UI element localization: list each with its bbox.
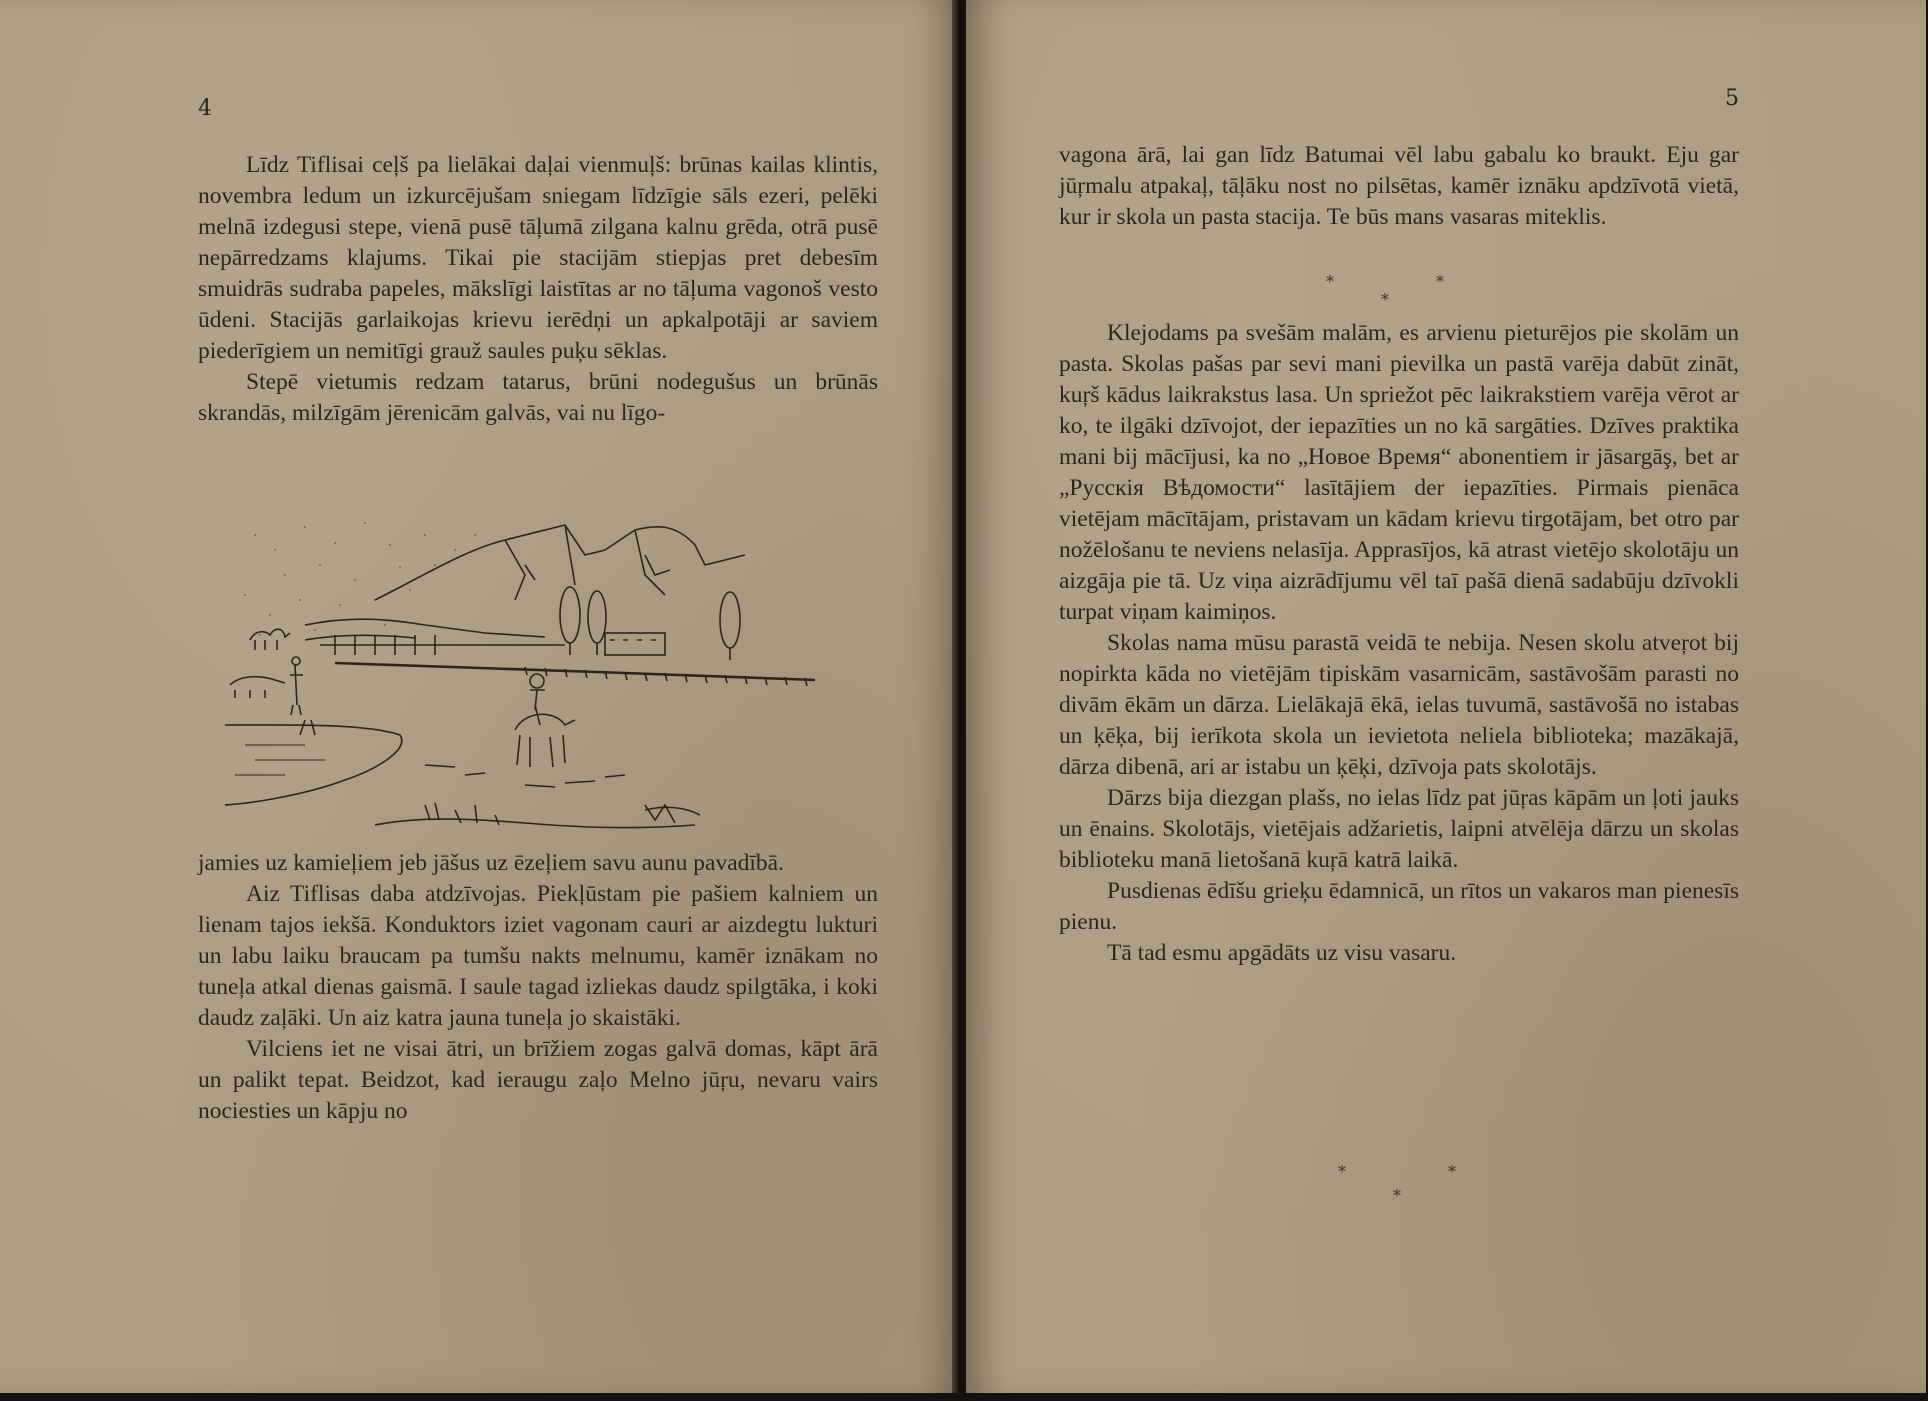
separator-star: * xyxy=(1326,272,1334,291)
right-text-top xyxy=(1059,140,1739,233)
section-separator xyxy=(1338,1162,1498,1232)
paragraph: Dārzs bija diezgan plašs, no ielas līdz pat jūŗas kāpām un ļoti jauks un ēnains. Skolotājs, vietējais adžarietis, laipni atvēlēja dārzu un skolas biblioteku manā lietošanā kuŗā katrā laikā. xyxy=(1059,785,1739,873)
right-text-main xyxy=(1059,318,1739,969)
left-text-top xyxy=(198,150,878,429)
separator-star: * xyxy=(1436,272,1444,291)
paragraph: Stepē vietumis redzam tatarus, brūni nodegušus un brūnās skrandās, milzīgām jērenicām galvās, vai nu līgo- xyxy=(198,369,878,426)
paragraph: Klejodams pa svešām malām, es arvienu pieturējos pie skolām un pasta. Skolas pašas par sevi mani pievilka un pastā varēja dabūt zināt, kuŗš kādus laikrakstus lasa. Un spriežot pēc laikrakstiem varēja vērot ar ko, te ilgāki dzīvojot, der iepazīties un no kā sargāties. Dzīves praktika mani bij mācījusi, ka no „Новое Время“ abonentiem ir jāsargāş, bet ar „Русскія Вѣдомости“ lasītājiem der iepazīties. Pirmais pienāca vietējam mācītājam, pristavam un kādam krievu tirgotājam, bet otro par nožēlošanu te neviens nelasīja. Apprasījos, kā atrast vietējo skolotāju un aizgāja pie tā. Uz viņa aizrādījumu vēl taī pašā dienā sadabūju dzīvokli turpat viņam kaimiņos. xyxy=(1059,320,1739,625)
separator-star: * xyxy=(1393,1186,1401,1205)
left-page xyxy=(0,0,958,1393)
paragraph: Skolas nama mūsu parastā veidā te nebija. Nesen skolu atveŗot bij nopirkta kāda no vietējām tipiskām vasarnicām, sastāvošām parasti no divām ēkām un dārza. Lielākajā ēkā, ielas tuvumā, sastāvošā no istabas un ķēķa, bij ierīkota skola un ievietota neliela biblioteka; mazākajā, dārza dibenā, ari ar istabu un ķēķi, dzīvoja pats skolotājs. xyxy=(1059,630,1739,780)
paragraph: Pusdienas ēdīšu grieķu ēdamnicā, un rītos un vakaros man pienesīs pienu. xyxy=(1059,878,1739,935)
right-page xyxy=(966,0,1926,1393)
page-number: 5 xyxy=(1725,86,1739,111)
separator-star: * xyxy=(1381,290,1389,309)
page-number: 4 xyxy=(198,96,212,121)
paragraph: vagona ārā, lai gan līdz Batumai vēl labu gabalu ko braukt. Eju gar jūŗmalu atpakaļ, tāļāku nost no pilsētas, kamēr iznāku apdzīvotā vietā, kur ir skola un pasta stacija. Te būs mans vasaras miteklis. xyxy=(1059,142,1739,230)
paragraph: Vilciens iet ne visai ātri, un brīžiem zogas galvā domas, kāpt ārā un palikt tepat. Beidzot, kad ieraugu zaļo Melno jūŗu, nevaru vairs nociesties un kāpju no xyxy=(198,1036,878,1124)
landscape-illustration xyxy=(225,505,845,840)
separator-star: * xyxy=(1448,1162,1456,1181)
paragraph: Aiz Tiflisas daba atdzīvojas. Piekļūstam pie pašiem kalniem un lienam tajos iekšā. Konduktors iziet vagonam cauri ar aizdegtu lukturi un labu laiku braucam pa tumšu nakts melnumu, kamēr iznākam no tuneļa atkal dienas gaismā. I saule tagad izliekas daudz spilgtāka, i koki daudz zaļāki. Un aiz katra jauna tuneļa jo skaistāki. xyxy=(198,881,878,1031)
left-text-bottom xyxy=(198,848,878,1127)
separator-star: * xyxy=(1338,1162,1346,1181)
paragraph: Līdz Tiflisai ceļš pa lielākai daļai vienmuļš: brūnas kailas klintis, novembra ledum un izkurcējušam sniegam līdzīgie sāls ezeri, pelēki melnā izdegusi stepe, vienā pusē tāļumā zilgana kalnu grēda, otrā pusē nepārredzams klajums. Tikai pie stacijām stiepjas pret debesīm smuidrās sudraba papeles, mākslīgi laistītas ar no tāļuma vagonoš vesto ūdeni. Stacijās garlaikojas krievu ierēdņi un apkalpotāji ar saviem piederīgiem un nemitīgi grauž saules puķu sēklas. xyxy=(198,152,878,364)
paragraph: Tā tad esmu apgādāts uz visu vasaru. xyxy=(1107,940,1457,966)
paragraph: jamies uz kamieļiem jeb jāšus uz ēzeļiem savu aunu pavadībā. xyxy=(198,850,784,876)
